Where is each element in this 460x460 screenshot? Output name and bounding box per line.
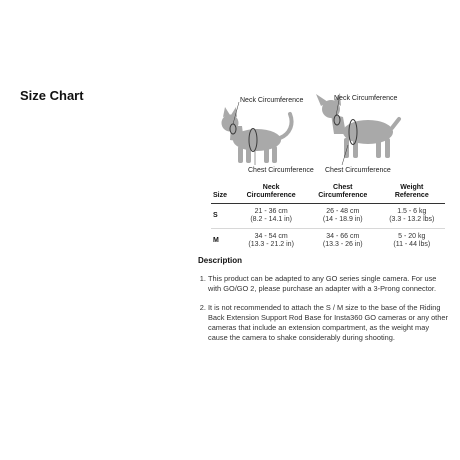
pet-measurement-illustration [200, 92, 450, 176]
header-weight-line1: Weight [400, 184, 424, 191]
chest-in: (14 - 18.9 in) [322, 216, 363, 223]
cat-neck-label: Neck Circumference [240, 97, 304, 104]
weight-lbs: (3.3 - 13.2 lbs) [389, 216, 435, 223]
chest-cm: 34 - 66 cm [326, 233, 360, 240]
dog-chest-label: Chest Circumference [325, 167, 391, 174]
header-size: Size [211, 181, 235, 204]
size-cell: M [213, 237, 219, 244]
chest-cell [307, 229, 379, 254]
neck-cm: 21 - 36 cm [254, 208, 288, 215]
dog-silhouette [316, 93, 399, 158]
description-list [198, 274, 448, 343]
header-weight [379, 181, 445, 204]
neck-cell [235, 204, 307, 229]
weight-kg: 5 - 20 kg [398, 233, 426, 240]
table-row [211, 204, 445, 229]
size-diagram [200, 92, 450, 176]
header-neck-line1: Neck [262, 184, 280, 191]
chest-cell [307, 204, 379, 229]
chest-in: (13.3 - 26 in) [322, 241, 363, 248]
header-neck-line2: Circumference [246, 192, 296, 199]
size-table [211, 181, 445, 253]
chest-cm: 26 - 48 cm [326, 208, 360, 215]
cat-chest-label: Chest Circumference [248, 167, 314, 174]
header-weight-line2: Reference [394, 192, 429, 199]
neck-cm: 34 - 54 cm [254, 233, 288, 240]
weight-cell [379, 204, 445, 229]
header-chest-line1: Chest [333, 184, 353, 191]
neck-cell [235, 229, 307, 254]
dog-illustration [316, 93, 399, 174]
description-section [198, 256, 448, 352]
weight-kg: 1.5 - 6 kg [397, 208, 427, 215]
weight-cell [379, 229, 445, 254]
cat-illustration [222, 97, 314, 174]
page-title: Size Chart [20, 88, 84, 103]
weight-lbs: (11 - 44 lbs) [393, 241, 431, 248]
neck-in: (13.3 - 21.2 in) [248, 241, 294, 248]
table-row [211, 229, 445, 254]
description-item: 1. This product can be adapted to any GO series single camera. For use with GO/GO 2, please purchase an adapter with a 3-Prong connector. [208, 274, 448, 294]
header-chest [307, 181, 379, 204]
description-item: 2. It is not recommended to attach the S / M size to the base of the Riding Back Extension Support Rod Base for Insta360 GO cameras or any other cameras that include an extension compartment, as the weight may cause the camera to shake considerably during shooting. [208, 303, 448, 343]
header-neck [235, 181, 307, 204]
neck-in: (8.2 - 14.1 in) [250, 216, 292, 223]
table-header-row [211, 181, 445, 204]
size-cell: S [211, 204, 235, 229]
description-heading: Description [198, 256, 243, 265]
header-chest-line2: Circumference [318, 192, 368, 199]
dog-neck-label: Neck Circumference [334, 95, 398, 102]
